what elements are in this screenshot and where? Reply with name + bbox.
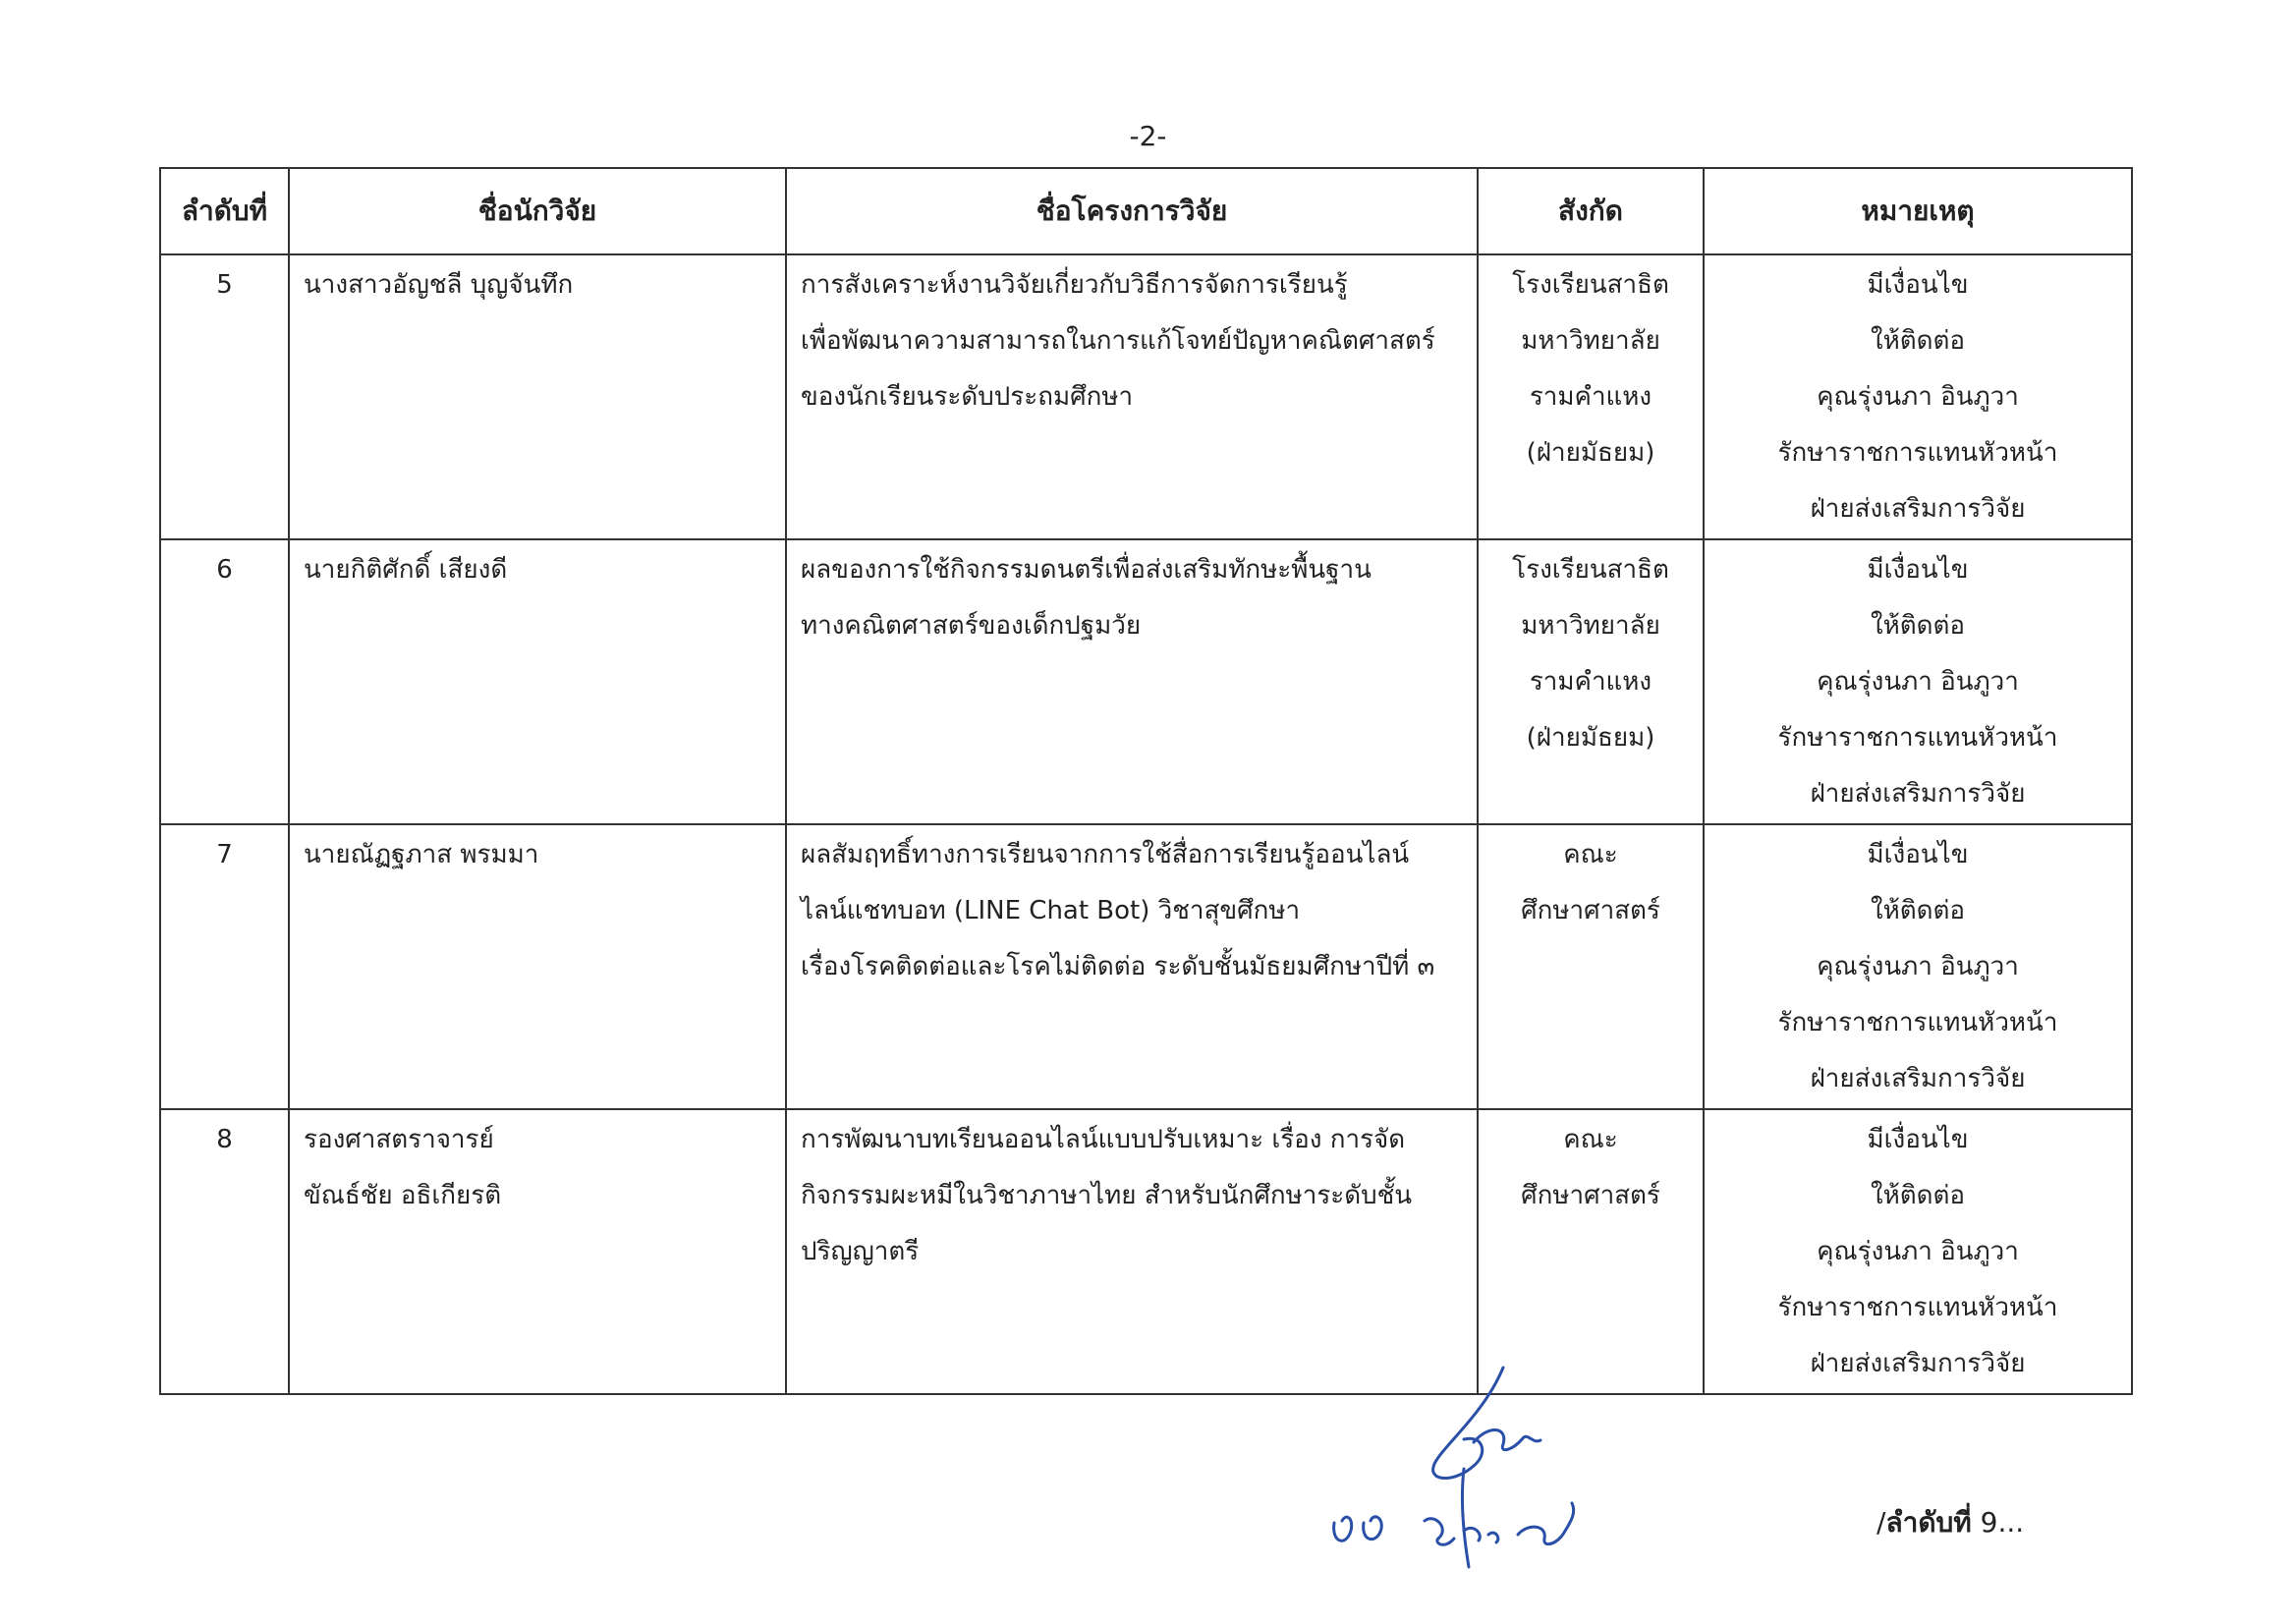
affiliation-line: คณะ [1563,1125,1618,1154]
signature-strokes [1334,1368,1574,1567]
remark-cell [1704,824,2132,1109]
remark-line: คุณรุ่งนภา อินภูวา [1817,667,2019,697]
header-project: ชื่อโครงการวิจัย [786,168,1478,254]
table-row [160,539,2132,824]
affiliation-line: มหาวิทยาลัย [1521,326,1660,356]
project-line: กิจกรรมผะหมีในวิชาภาษาไทย สำหรับนักศึกษาระดับชั้น [801,1181,1413,1210]
remark-line: คุณรุ่งนภา อินภูวา [1817,952,2019,981]
signature-date-mark [1464,1528,1498,1542]
affiliation-cell [1478,254,1704,539]
row-number: 7 [160,824,289,1109]
remark-line: คุณรุ่งนภา อินภูวา [1817,1237,2019,1266]
signature-date-mark [1425,1519,1454,1545]
header-researcher: ชื่อนักวิจัย [289,168,786,254]
row-number: 5 [160,254,289,539]
remark-line: มีเงื่อนไข [1867,270,1969,300]
affiliation-cell [1478,1109,1704,1394]
remark-line: มีเงื่อนไข [1867,555,1969,585]
project-line: การสังเคราะห์งานวิจัยเกี่ยวกับวิธีการจัดการเรียนรู้ [801,270,1348,300]
project-line: ทางคณิตศาสตร์ของเด็กปฐมวัย [801,611,1142,641]
project-line: ไลน์แชทบอท (LINE Chat Bot) วิชาสุขศึกษา [801,896,1301,925]
affiliation-cell [1478,539,1704,824]
remark-line: ให้ติดต่อ [1870,326,1966,356]
project-line: ผลสัมฤทธิ์ทางการเรียนจากการใช้สื่อการเรียนรู้ออนไลน์ [801,840,1410,869]
affiliation-line: รามคำแหง [1529,382,1652,412]
table-row [160,1109,2132,1394]
table-row [160,254,2132,539]
affiliation-line: (ฝ่ายมัธยม) [1526,438,1655,468]
row-number: 8 [160,1109,289,1394]
signature-date-mark [1364,1517,1382,1540]
continuation-value: 9... [1980,1506,2025,1539]
signature-mark [1462,1469,1469,1567]
remark-line: ฝ่ายส่งเสริมการวิจัย [1810,1064,2026,1093]
remark-line: ให้ติดต่อ [1870,1181,1966,1210]
researcher-cell [289,539,786,824]
remark-line: รักษาราชการแทนหัวหน้า [1777,438,2058,468]
affiliation-line: โรงเรียนสาธิต [1512,555,1669,585]
remark-cell [1704,254,2132,539]
project-line: การพัฒนาบทเรียนออนไลน์แบบปรับเหมาะ เรื่อง การจัด [801,1125,1406,1154]
project-cell [786,824,1478,1109]
signature-mark [1474,1429,1540,1449]
remark-line: มีเงื่อนไข [1867,1125,1969,1154]
remark-line: ฝ่ายส่งเสริมการวิจัย [1810,494,2026,524]
researcher-line: นายณัฏฐภาส พรมมา [304,840,539,869]
affiliation-line: (ฝ่ายมัธยม) [1526,723,1655,753]
affiliation-line: คณะ [1563,840,1618,869]
researcher-cell [289,1109,786,1394]
remark-line: ให้ติดต่อ [1870,611,1966,641]
affiliation-line: ศึกษาศาสตร์ [1521,896,1660,925]
header-order: ลำดับที่ [160,168,289,254]
remark-line: ฝ่ายส่งเสริมการวิจัย [1810,779,2026,809]
remark-cell [1704,539,2132,824]
project-line: เพื่อพัฒนาความสามารถในการแก้โจทย์ปัญหาคณิตศาสตร์ [801,326,1435,356]
handwritten-signature [1316,1356,1651,1592]
research-table [159,167,2133,1395]
project-cell [786,1109,1478,1394]
project-line: ปริญญาตรี [801,1237,920,1266]
signature-date-mark [1334,1517,1352,1540]
continuation-note [1876,1501,2024,1544]
affiliation-line: รามคำแหง [1529,667,1652,697]
signature-mark [1433,1368,1503,1479]
remark-line: รักษาราชการแทนหัวหน้า [1777,1008,2058,1037]
affiliation-cell [1478,824,1704,1109]
researcher-line: รองศาสตราจารย์ [304,1125,494,1154]
project-line: เรื่องโรคติดต่อและโรคไม่ติดต่อ ระดับชั้นมัธยมศึกษาปีที่ ๓ [801,952,1435,981]
page-number: -2- [1129,120,1167,152]
project-line: ของนักเรียนระดับประถมศึกษา [801,382,1134,412]
researcher-cell [289,254,786,539]
remark-line: คุณรุ่งนภา อินภูวา [1817,382,2019,412]
table-row [160,824,2132,1109]
table-header-row [160,168,2132,254]
continuation-label: ลำดับที่ [1885,1506,1972,1539]
researcher-line: นายกิติศักดิ์ เสียงดี [304,555,508,585]
row-number: 6 [160,539,289,824]
remark-line: รักษาราชการแทนหัวหน้า [1777,1293,2058,1322]
researcher-cell [289,824,786,1109]
affiliation-line: ศึกษาศาสตร์ [1521,1181,1660,1210]
project-line: ผลของการใช้กิจกรรมดนตรีเพื่อส่งเสริมทักษะพื้นฐาน [801,555,1372,585]
affiliation-line: โรงเรียนสาธิต [1512,270,1669,300]
header-remark: หมายเหตุ [1704,168,2132,254]
continuation-prefix: / [1876,1506,1886,1539]
project-cell [786,539,1478,824]
remark-line: รักษาราชการแทนหัวหน้า [1777,723,2058,753]
researcher-line: ขัณธ์ชัย อธิเกียรติ [304,1181,502,1210]
affiliation-line: มหาวิทยาลัย [1521,611,1660,641]
remark-line: มีเงื่อนไข [1867,840,1969,869]
header-affiliation: สังกัด [1478,168,1704,254]
project-cell [786,254,1478,539]
remark-cell [1704,1109,2132,1394]
signature-date-mark [1518,1503,1574,1544]
remark-line: ฝ่ายส่งเสริมการวิจัย [1810,1349,2026,1378]
researcher-line: นางสาวอัญชลี บุญจันทึก [304,270,574,300]
remark-line: ให้ติดต่อ [1870,896,1966,925]
